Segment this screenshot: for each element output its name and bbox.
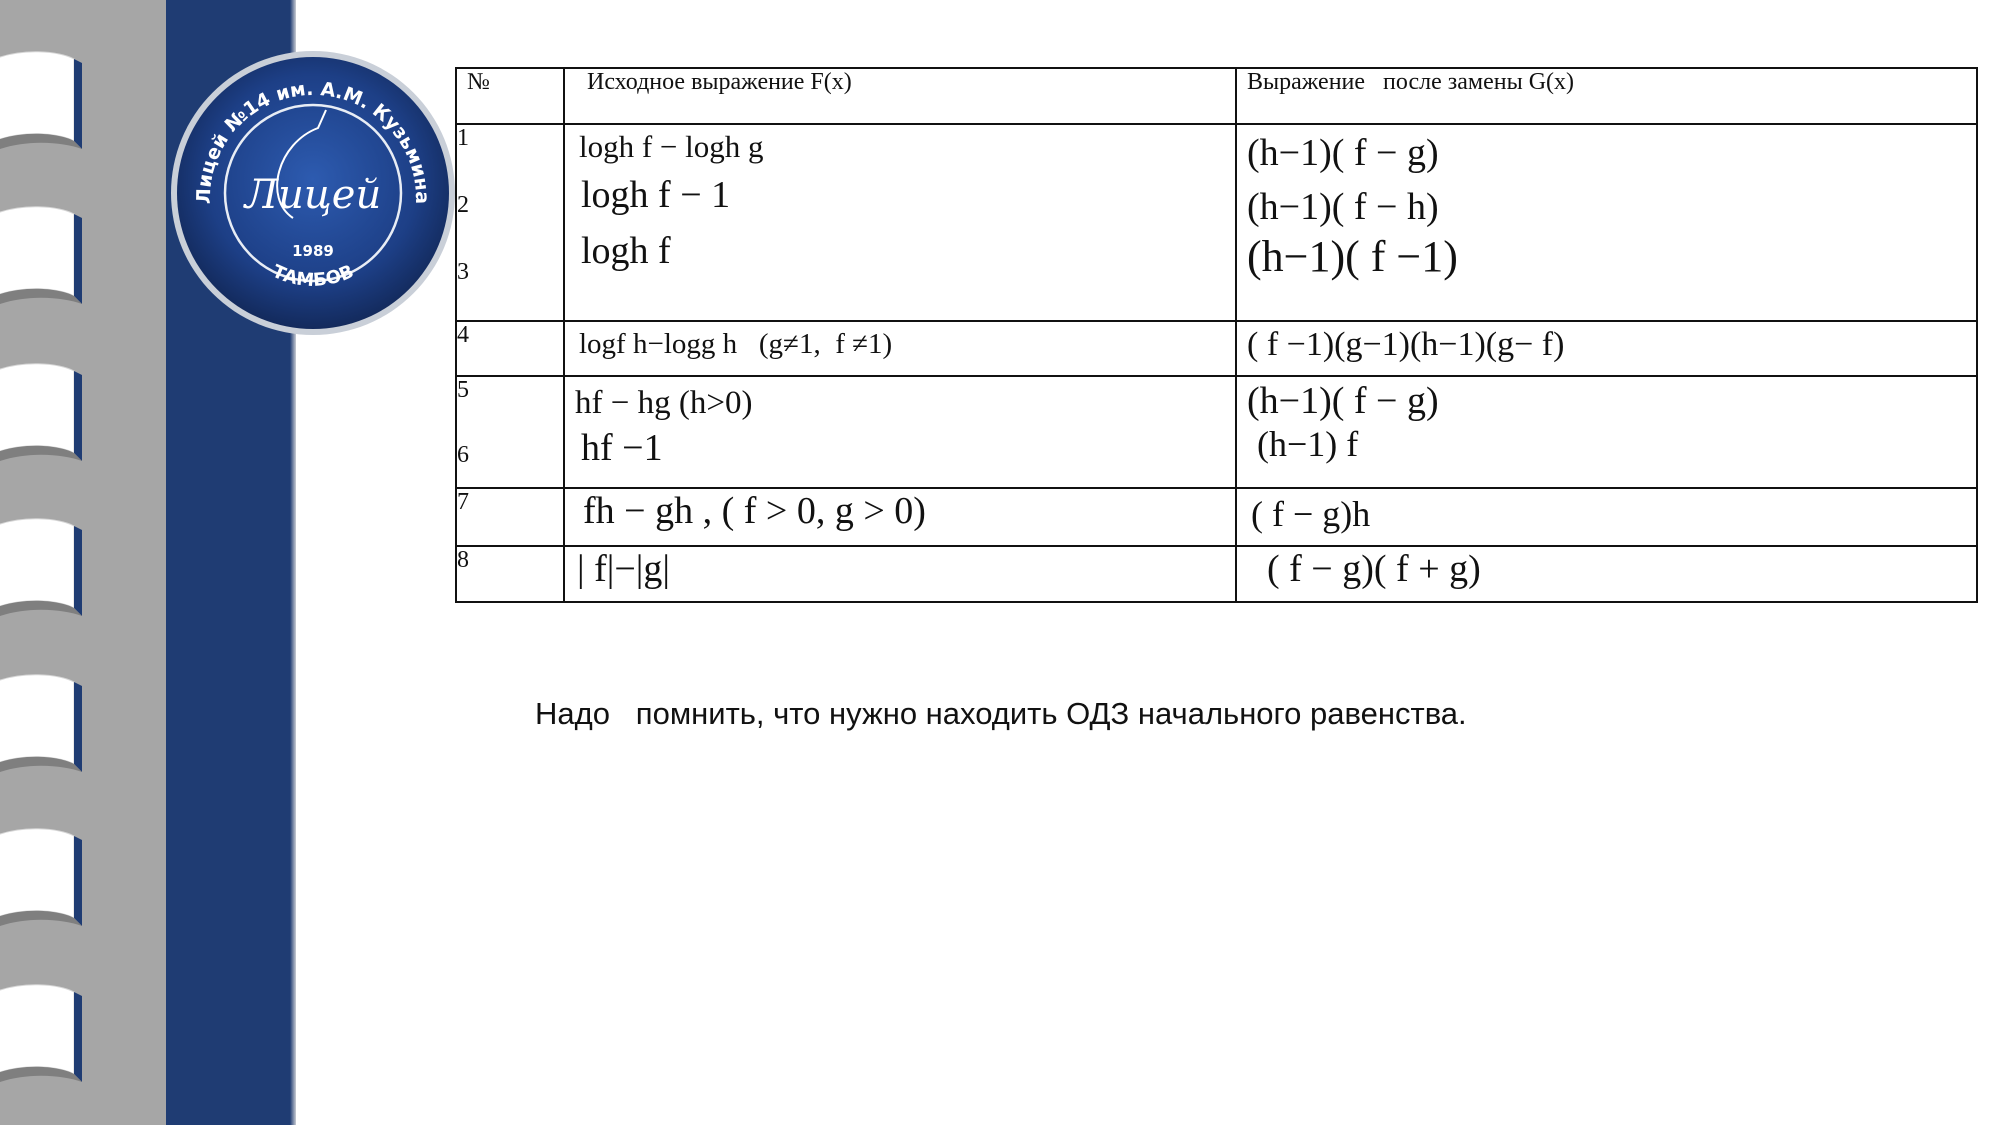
expression: ( f − g)h (1251, 494, 1371, 534)
row-number: 4 (456, 321, 564, 376)
source-expression-cell (564, 546, 1236, 602)
binder-ring (0, 512, 90, 622)
expression: (h−1)( f −1) (1247, 232, 1458, 281)
binder-ring (0, 200, 90, 310)
expression: logh f − 1 (581, 174, 731, 216)
expression: (h−1)( f − g) (1247, 380, 1439, 422)
replacement-expression-cell (1236, 376, 1977, 488)
source-expression-cell (564, 124, 1236, 321)
expression: logf h−logg h (g≠1, f ≠1) (579, 328, 893, 360)
table-row (456, 376, 1977, 488)
binder-ring (0, 357, 90, 467)
table-row (456, 546, 1977, 602)
expression: ( f −1)(g−1)(h−1)(g− f) (1247, 326, 1565, 363)
row-number: 8 (456, 546, 564, 602)
row-number: 3 (457, 259, 469, 285)
binder-ring (0, 822, 90, 932)
emblem-top-text: Лицей №14 им. А.М. Кузьмина (192, 77, 434, 205)
expression: logh f (581, 230, 671, 272)
header-source-expression: Исходное выражение F(x) (564, 68, 1236, 124)
emblem-year: 1989 (292, 242, 334, 260)
substitution-table (455, 67, 1978, 603)
row-number: 2 (457, 192, 469, 218)
replacement-expression-cell (1236, 546, 1977, 602)
expression: fh − gh , ( f > 0, g > 0) (583, 490, 926, 532)
binder-ring (0, 668, 90, 778)
replacement-expression-cell (1236, 321, 1977, 376)
row-number: 6 (457, 442, 469, 468)
row-numbers (456, 124, 564, 321)
header-number: № (456, 68, 564, 124)
row-number: 1 (457, 125, 469, 151)
expression: (h−1)( f − h) (1247, 186, 1439, 228)
emblem-signature: Лицей (244, 172, 382, 218)
expression: (h−1)( f − g) (1247, 132, 1439, 174)
row-numbers (456, 376, 564, 488)
odz-reminder-note: Надо помнить, что нужно находить ОДЗ начального равенства. (535, 696, 1467, 731)
expression: hf − hg (h>0) (575, 385, 753, 421)
replacement-expression-cell (1236, 488, 1977, 546)
binder-ring (0, 45, 90, 155)
table-row (456, 321, 1977, 376)
header-replacement-expression: Выражение после замены G(x) (1236, 68, 1977, 124)
replacement-expression-cell (1236, 124, 1977, 321)
lyceum-emblem-logo (168, 48, 458, 338)
expression: | f|−|g| (577, 548, 671, 590)
row-number: 5 (457, 377, 469, 403)
expression: (h−1) f (1257, 424, 1359, 464)
source-expression-cell (564, 321, 1236, 376)
expression: hf −1 (581, 427, 663, 469)
binder-ring (0, 978, 90, 1088)
expression: ( f − g)( f + g) (1267, 548, 1481, 590)
emblem-city: ТАМБОВ (269, 260, 357, 292)
table-row (456, 488, 1977, 546)
source-expression-cell (564, 376, 1236, 488)
table-header-row (456, 68, 1977, 124)
row-number: 7 (456, 488, 564, 546)
source-expression-cell (564, 488, 1236, 546)
table-row (456, 124, 1977, 321)
expression: logh f − logh g (579, 129, 764, 164)
